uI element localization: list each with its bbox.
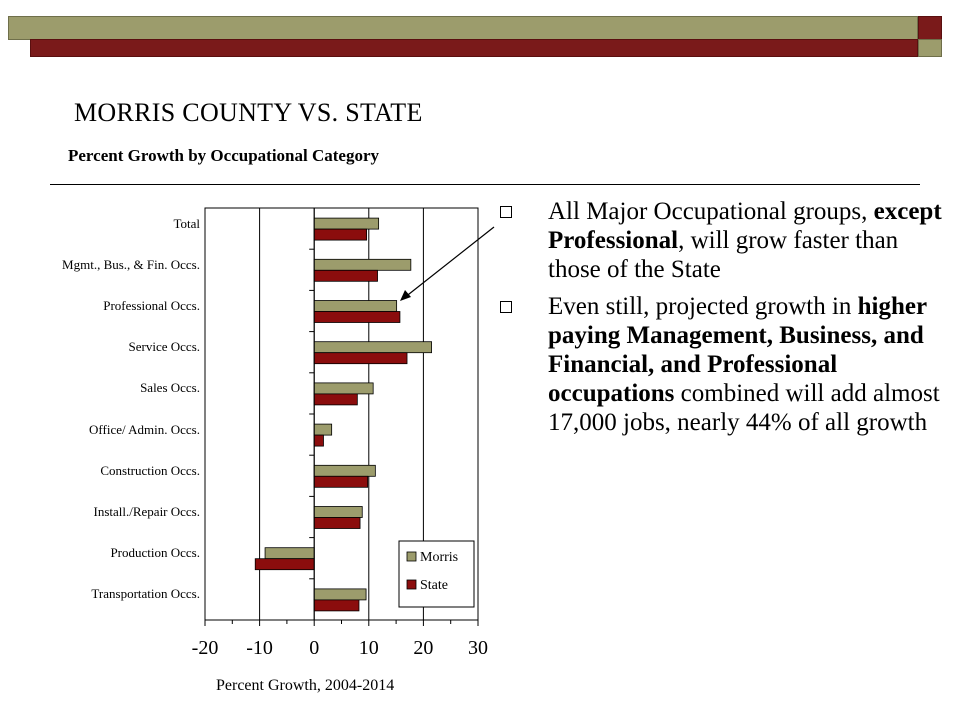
- legend-label-morris: Morris: [420, 550, 459, 565]
- bar-morris: [314, 507, 362, 518]
- bullet-text-1a: All Major Occupational groups,: [548, 198, 874, 225]
- legend-swatch-morris: [407, 552, 416, 561]
- bullet-text-1b: except Professional: [548, 198, 942, 254]
- x-tick-label: -10: [246, 637, 273, 659]
- bar-state: [314, 229, 366, 240]
- x-axis-title: Percent Growth, 2004-2014: [216, 677, 395, 694]
- category-label: Transportation Occs.: [91, 586, 200, 602]
- annotation-arrowhead-icon: [400, 290, 411, 301]
- bar-state: [314, 600, 359, 611]
- square-bullet-icon: [500, 206, 512, 218]
- x-tick-label: 10: [358, 637, 379, 659]
- x-tick-label: 0: [309, 637, 320, 659]
- bar-state: [314, 270, 377, 281]
- legend-label-state: State: [420, 578, 448, 593]
- bar-state: [314, 353, 407, 364]
- bar-morris: [314, 259, 411, 270]
- bullet-text-1c: , will grow faster than those of the State: [548, 227, 899, 283]
- legend-swatch-state: [407, 580, 416, 589]
- bar-morris: [314, 218, 378, 229]
- category-label: Service Occs.: [128, 339, 200, 355]
- bullet-item: [500, 197, 948, 284]
- category-label: Total: [173, 215, 200, 231]
- bar-state: [314, 435, 323, 446]
- slide-title: MORRIS COUNTY VS. STATE: [74, 98, 423, 127]
- category-label: Sales Occs.: [140, 380, 200, 396]
- bar-state: [314, 476, 368, 487]
- square-bullet-icon: [500, 301, 512, 313]
- x-tick-label: 20: [413, 637, 434, 659]
- bullet-list: [500, 197, 948, 445]
- bar-morris: [265, 548, 314, 559]
- category-label: Production Occs.: [110, 545, 200, 561]
- slide-subtitle: Percent Growth by Occupational Category: [68, 146, 379, 165]
- bar-morris: [314, 465, 375, 476]
- bar-state: [314, 394, 357, 405]
- category-label: Mgmt., Bus., & Fin. Occs.: [62, 256, 200, 272]
- bullet-text-2c: combined will add almost 17,000 jobs, nearly 44% of all growth: [548, 380, 940, 436]
- x-tick-label: 30: [468, 637, 488, 659]
- bar-state: [255, 559, 314, 570]
- category-label: Install./Repair Occs.: [93, 504, 200, 519]
- category-label: Professional Occs.: [103, 298, 200, 313]
- bullet-item: [500, 292, 948, 437]
- category-label: Construction Occs.: [100, 462, 200, 478]
- bar-state: [314, 312, 400, 323]
- bar-morris: [314, 301, 396, 312]
- bullet-text-2b: higher paying Management, Business, and Financial, and Professional occupations: [548, 293, 927, 407]
- bar-morris: [314, 383, 373, 394]
- x-tick-label: -20: [191, 637, 219, 659]
- bar-morris: [314, 424, 331, 435]
- annotation-arrow-line: [404, 227, 494, 298]
- bar-morris: [314, 342, 431, 353]
- bar-state: [314, 518, 360, 529]
- bar-morris: [314, 589, 366, 600]
- bullet-text-2a: Even still, projected growth in: [548, 293, 858, 320]
- category-label: Office/ Admin. Occs.: [89, 421, 200, 437]
